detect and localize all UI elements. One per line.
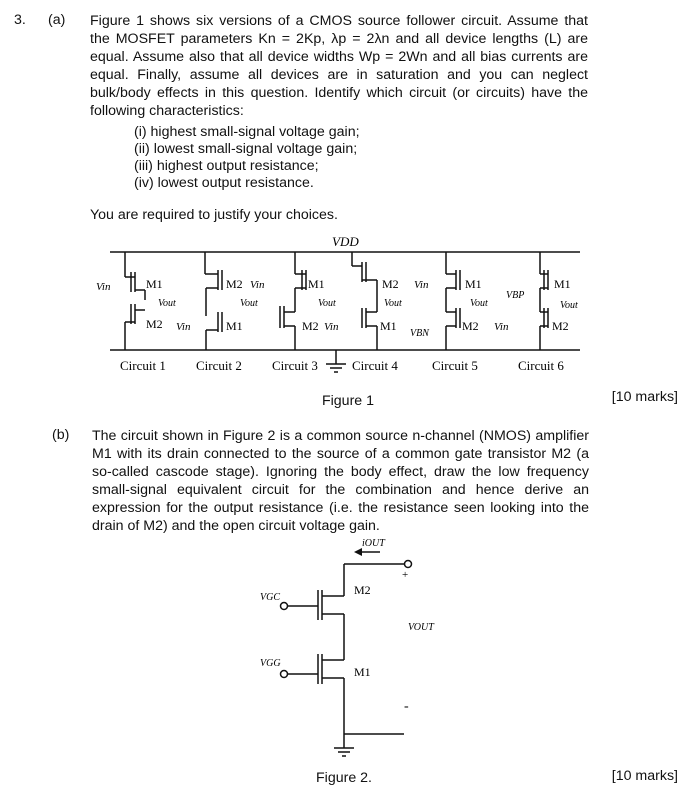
vin-label: Vin	[494, 321, 509, 333]
m2-label: M2	[462, 319, 479, 333]
question-number: 3.	[14, 12, 26, 28]
circuit-1-label: Circuit 1	[120, 358, 166, 373]
circuit-3-label: Circuit 3	[272, 358, 318, 373]
figure-2-diagram	[240, 534, 440, 766]
part-b-label: (b)	[52, 427, 70, 443]
vbn-label: VBN	[410, 328, 429, 339]
iout-label: iOUT	[362, 538, 385, 549]
vout-label: Vout	[470, 298, 488, 309]
m2-label: M2	[226, 277, 243, 291]
transistor-stack-6	[540, 252, 548, 350]
m2-label: M2	[302, 319, 319, 333]
list-item: (iv) lowest output resistance.	[134, 175, 314, 191]
circuit-4-label: Circuit 4	[352, 358, 398, 373]
figure-2-caption: Figure 2.	[316, 770, 372, 786]
m1-label: M1	[308, 277, 325, 291]
m1-label: M1	[354, 665, 371, 679]
vout-label: Vout	[384, 298, 402, 309]
output-terminal	[405, 561, 412, 568]
part-a-text: Figure 1 shows six versions of a CMOS source follower circuit. Assume that the MOSFET parameters Kn = 2Kp, λp = 2λn and all device lengths (L) are equal. Assume also that all device widths Wp = 2Wn and all bias currents are equal. Finally, assume all devices are in saturation and you can neglect bulk/body effects in this question. Identify which circuit (or circuits) have the following characteristics:	[90, 13, 588, 119]
vout-label: Vout	[560, 300, 578, 311]
m1-label: M1	[465, 277, 482, 291]
transistor-stack-5	[446, 252, 460, 350]
transistor-stack-4	[352, 252, 377, 350]
plus-label: +	[402, 569, 409, 581]
m1-label: M1	[380, 319, 397, 333]
m1-label: M1	[554, 277, 571, 291]
transistor-stack-3	[280, 252, 306, 350]
vin-label: Vin	[414, 279, 429, 291]
circuit-6-label: Circuit 6	[518, 358, 564, 373]
list-item: (iii) highest output resistance;	[134, 158, 319, 174]
vgc-terminal	[281, 603, 288, 610]
list-item: (ii) lowest small-signal voltage gain;	[134, 141, 358, 157]
vout-label: VOUT	[408, 622, 434, 633]
vbp-label: VBP	[506, 290, 525, 301]
vout-label: Vout	[318, 298, 336, 309]
vin-label: Vin	[250, 279, 265, 291]
vdd-label: VDD	[332, 234, 359, 249]
m2-label: M2	[382, 277, 399, 291]
transistor-stack-2	[205, 252, 222, 350]
vin-label: Vin	[176, 321, 191, 333]
characteristics-list	[134, 124, 360, 192]
vout-label: Vout	[158, 298, 176, 309]
figure-1-caption: Figure 1	[321, 393, 375, 409]
part-a-marks: [10 marks]	[611, 389, 678, 405]
vgg-label: VGG	[260, 658, 281, 669]
m2-label: M2	[146, 317, 163, 331]
transistor-stack-1	[125, 252, 145, 350]
vin-label: Vin	[324, 321, 339, 333]
vin-label: Vin	[96, 281, 111, 293]
m1-label: M1	[146, 277, 163, 291]
list-item: (i) highest small-signal voltage gain;	[134, 124, 360, 140]
part-a-label: (a)	[48, 12, 66, 28]
m1-label: M1	[226, 319, 243, 333]
circuit-2-label: Circuit 2	[196, 358, 242, 373]
m2-label: M2	[354, 583, 371, 597]
m2-label: M2	[552, 319, 569, 333]
vgc-label: VGC	[260, 592, 280, 603]
minus-label: -	[404, 699, 409, 714]
part-b-marks: [10 marks]	[611, 768, 678, 784]
justify-instruction: You are required to justify your choices.	[90, 207, 338, 223]
vout-label: Vout	[240, 298, 258, 309]
circuit-5-label: Circuit 5	[432, 358, 478, 373]
part-b-text: The circuit shown in Figure 2 is a common source n-channel (NMOS) amplifier M1 with its drain connected to the source of a common gate transistor M2 (a so-called cascode stage). Ignoring the body effect, draw the low frequency small-signal equivalent circuit for the combination and hence derive an expression for the output resistance (i.e. the resistance seen looking into the drain of M2) and the open circuit voltage gain.	[92, 428, 589, 534]
figure-1-diagram	[0, 232, 696, 382]
vgg-terminal	[281, 671, 288, 678]
